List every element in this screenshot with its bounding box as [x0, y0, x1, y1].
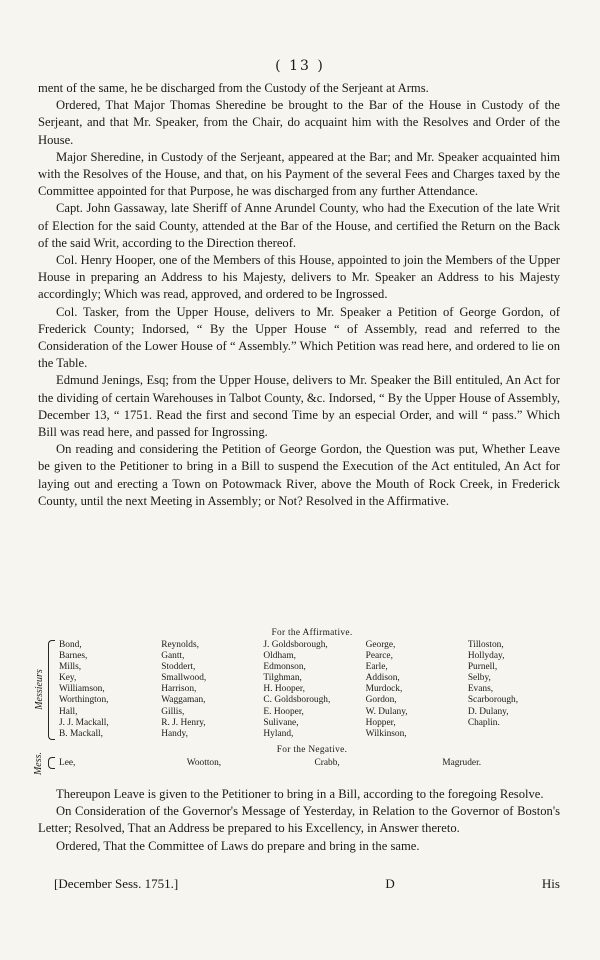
member-name: Worthington, [59, 695, 109, 706]
member-name: Chaplin. [467, 717, 500, 728]
paragraph: Major Sheredine, in Custody of the Serjeant, appeared at the Bar; and Mr. Speaker acquainted him with the Resolves of the House, and that, on his Payment of the several Fees and Charges taxed by the Committee appointed for that Purpose, he was discharged from any further Attendance. [38, 149, 560, 199]
signature-mark: D [385, 876, 395, 891]
member-name: Crabb, [314, 758, 340, 768]
member-name: C. Goldsborough, [263, 695, 331, 706]
name-column [161, 640, 263, 740]
negative-columns [59, 757, 570, 769]
member-name: Wootton, [186, 758, 222, 768]
member-name: Purnell, [467, 662, 498, 673]
main-text [38, 80, 560, 510]
side-label: Messieurs [33, 669, 45, 711]
side-label: Mess. [33, 751, 45, 775]
negative-division [30, 745, 570, 775]
member-name: Handy, [161, 728, 188, 739]
member-name: Hopper, [365, 717, 396, 728]
member-name: J. Goldsborough, [263, 640, 328, 650]
member-name: Earle, [365, 662, 388, 673]
member-name: B. Mackall, [59, 728, 104, 739]
brace [48, 757, 55, 769]
session-mark: [December Sess. 1751.] [54, 876, 179, 891]
member-name: Hyland, [263, 728, 294, 739]
member-name: George, [365, 640, 396, 650]
paragraph: ment of the same, he be discharged from the Custody of the Serjeant at Arms. [38, 81, 429, 95]
member-name: Magruder. [442, 758, 482, 768]
member-name: E. Hooper, [263, 706, 304, 717]
member-name: Tilghman, [263, 673, 302, 684]
negative-heading: For the Negative. [276, 745, 348, 755]
member-name: Hollyday, [467, 651, 505, 662]
paragraph: Col. Tasker, from the Upper House, delivers to Mr. Speaker a Petition of George Gordon, of Frederick County; Indorsed, “ By the Upper House “ of Assembly, read and referred to the Consideration of the Lower House of “ Assembly.” Which Petition was read here, and ordered to lie on the Table. [38, 304, 560, 371]
paragraph: On Consideration of the Governor's Message of Yesterday, in Relation to the Governor of Boston's Letter; Resolved, That an Address be prepared to his Excellency, in Answer thereto. [38, 804, 560, 836]
member-name: Pearce, [365, 651, 393, 662]
member-name: Hall, [59, 706, 78, 717]
member-name: Bond, [59, 640, 82, 650]
member-name: Sulivane, [263, 717, 299, 728]
paragraph: Ordered, That Major Thomas Sheredine be brought to the Bar of the House in Custody of the Serjeant, and that Mr. Speaker, from the Chair, do acquaint him with the Resolves and Order of the House. [38, 98, 560, 147]
page-footer [54, 876, 560, 892]
member-name: Williamson, [59, 684, 105, 695]
affirmative-heading: For the Affirmative. [271, 628, 353, 638]
name-column [366, 640, 468, 740]
member-name: Gillis, [161, 706, 185, 717]
member-name: Oldham, [263, 651, 296, 662]
member-name: J. J. Mackall, [59, 717, 109, 728]
name-column [59, 640, 161, 740]
member-name: Tilloston, [467, 640, 504, 650]
member-name: Stoddert, [161, 662, 196, 673]
member-name: W. Dulany, [365, 706, 408, 717]
member-name: Key, [59, 673, 77, 684]
member-name: Mills, [59, 662, 82, 673]
paragraph: Ordered, That the Committee of Laws do prepare and bring in the same. [56, 838, 420, 853]
lower-text [38, 786, 560, 855]
member-name: Selby, [467, 673, 491, 684]
paragraph: Edmund Jenings, Esq; from the Upper House, delivers to Mr. Speaker the Bill entituled, An Act for the dividing of certain Warehouses in Talbot County, &c. Indorsed, “ By the Upper House of Assembly, December 13, “ 1751. Read the first and second Time by an especial Order, and will “ pass.” Which Bill was read here, and passed for Ingrossing. [38, 373, 560, 440]
member-name: R. J. Henry, [161, 717, 206, 728]
member-name: Lee, [59, 758, 76, 768]
name-column [263, 640, 365, 740]
affirmative-columns [59, 640, 570, 740]
member-name: Edmonson, [263, 662, 306, 673]
member-name: Wilkinson, [365, 728, 407, 739]
member-name: Evans, [467, 684, 494, 695]
member-name: H. Hooper, [263, 684, 305, 695]
member-name: Scarborough, [467, 695, 519, 706]
member-name: Gordon, [365, 695, 397, 706]
member-name: Barnes, [59, 651, 88, 662]
member-name: Waggaman, [161, 695, 206, 706]
member-name: Reynolds, [161, 640, 199, 650]
member-name: Gantt, [161, 651, 185, 662]
member-name: Harrison, [161, 684, 197, 695]
name-column [468, 640, 570, 740]
catchword: His [541, 876, 560, 891]
paragraph: Thereupon Leave is given to the Petitioner to bring in a Bill, according to the foregoing Resolve. [56, 787, 544, 801]
member-name: D. Dulany, [467, 706, 509, 717]
member-name: Murdock, [365, 684, 403, 695]
affirmative-division [30, 628, 570, 740]
brace [48, 640, 55, 740]
paragraph: Capt. John Gassaway, late Sheriff of Anne Arundel County, who had the Execution of the late Writ of Election for the said County, attended at the Bar of the House, and certified the Return on the Back of the said Writ, according to the Direction thereof. [38, 201, 560, 250]
paragraph: Col. Henry Hooper, one of the Members of this House, appointed to join the Members of the Upper House in preparing an Address to his Majesty, delivers to Mr. Speaker an Address to his Majesty accordingly; Which was read, approved, and ordered to be Ingrossed. [38, 253, 560, 302]
page-number: ( 13 ) [275, 58, 325, 74]
member-name: Smallwood, [161, 673, 207, 684]
paragraph: On reading and considering the Petition of George Gordon, the Question was put, Whether Leave be given to the Petitioner to bring in a Bill to suspend the Execution of the Act entituled, An Act for laying out and erecting a Town on Potowmack River, above the Mouth of Rock Creek, in Frederick County, until the next Meeting in Assembly; or Not? Resolved in the Affirmative. [38, 442, 560, 508]
member-name: Addison, [365, 673, 400, 684]
